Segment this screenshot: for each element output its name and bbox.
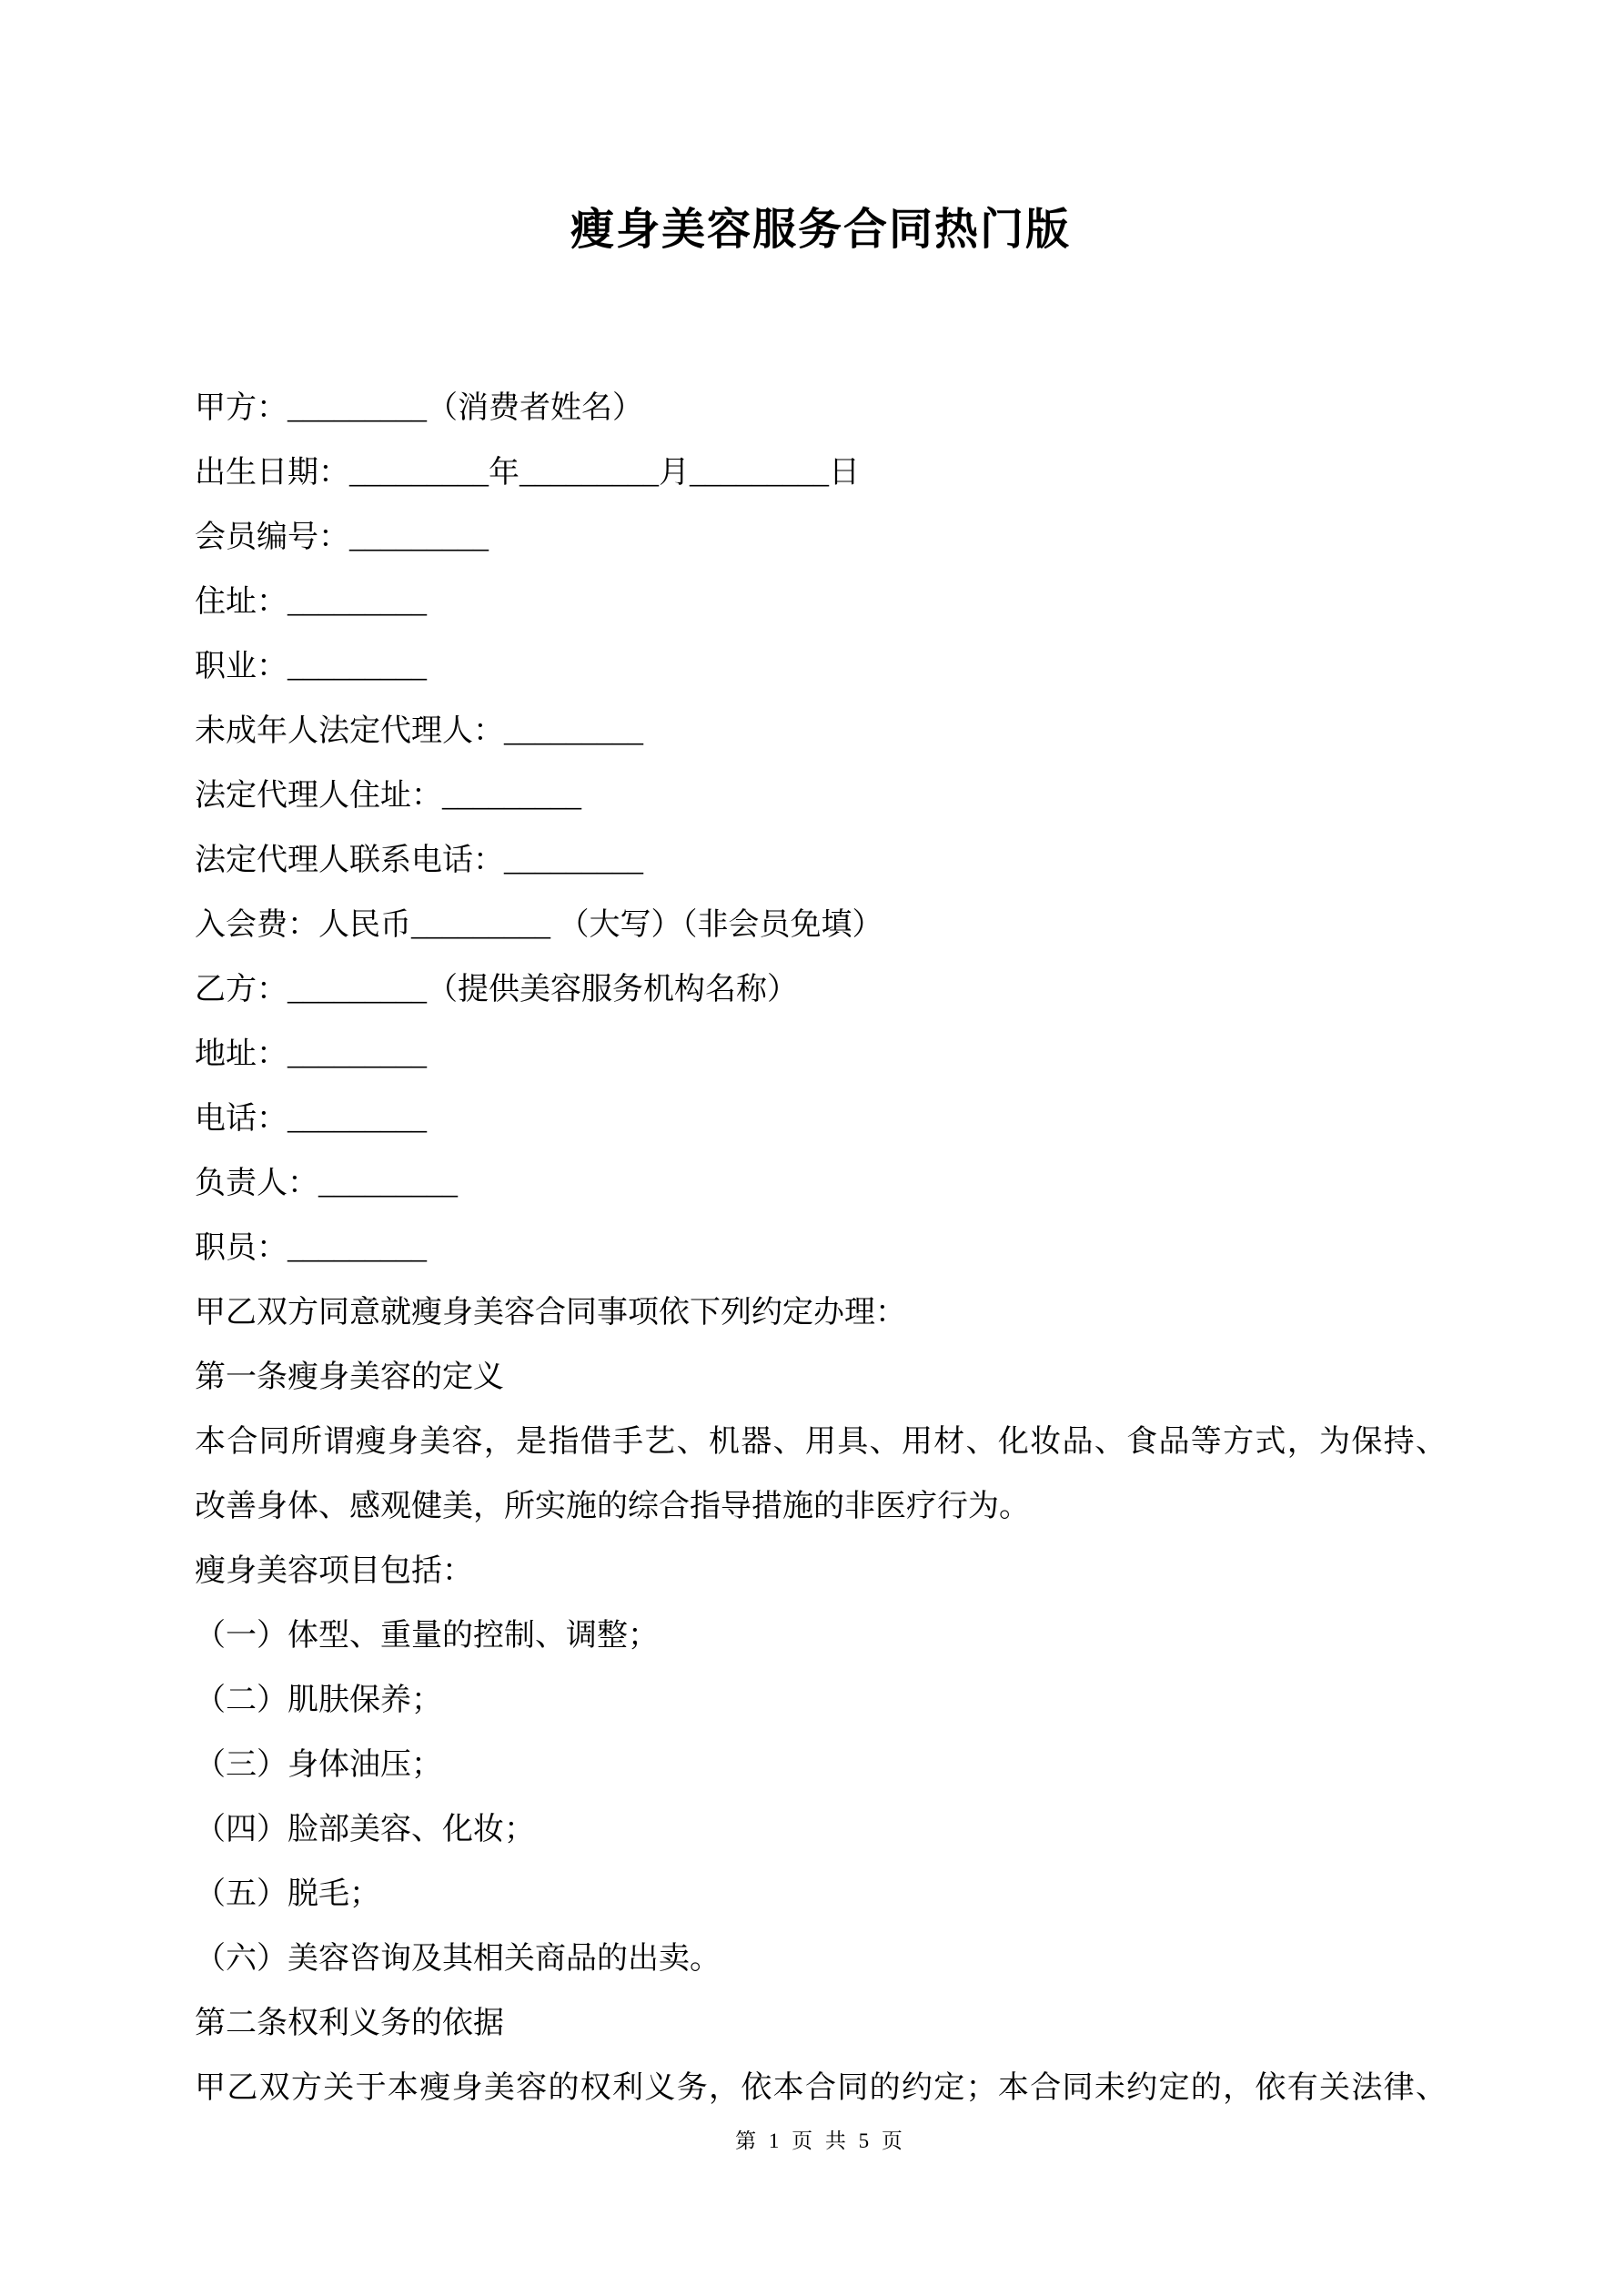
page-number: 第 1 页 共 5 页 [735, 2129, 906, 2152]
document-body [195, 376, 1447, 2120]
form-line-staff: 职员：_________ [195, 1231, 427, 1265]
form-line-person-in-charge: 负责人：_________ [195, 1167, 458, 1200]
list-item-3: （三）身体油压； [195, 1748, 442, 1782]
form-line-member-number: 会员编号：_________ [195, 521, 489, 554]
document-title: 瘦身美容服务合同热门版 [570, 206, 1071, 254]
form-line-agent-phone: 法定代理人联系电话：_________ [195, 844, 643, 877]
list-item-4: （四）脸部美容、化妆； [195, 1813, 535, 1846]
form-line-address: 住址：_________ [195, 585, 427, 619]
form-line-party-a: 甲方：_________（消费者姓名） [195, 391, 643, 425]
list-item-6: （六）美容咨询及其相关商品的出卖。 [195, 1942, 721, 1976]
list-item-1: （一）体型、重量的控制、调整； [195, 1619, 659, 1653]
form-line-party-b: 乙方：_________（提供美容服务机构名称） [195, 973, 798, 1006]
form-line-occupation: 职业：_________ [195, 650, 427, 683]
heading-article-1: 第一条瘦身美容的定义 [195, 1360, 504, 1394]
paragraph-agreement-intro: 甲乙双方同意就瘦身美容合同事项依下列约定办理： [195, 1296, 906, 1330]
form-line-birth-date: 出生日期：_________年_________月_________日 [195, 456, 860, 490]
paragraph-article-2-line-1: 甲乙双方关于本瘦身美容的权利义务，依本合同的约定；本合同未约定的，依有关法律、 [195, 2071, 1447, 2105]
form-line-party-b-address: 地址：_________ [195, 1037, 427, 1071]
list-item-5: （五）脱毛； [195, 1877, 380, 1911]
form-line-membership-fee: 入会费：人民币_________ （大写）（非会员免填） [195, 908, 883, 942]
form-line-minor-legal-agent: 未成年人法定代理人：_________ [195, 714, 643, 748]
list-item-2: （二）肌肤保养； [195, 1684, 442, 1717]
form-line-party-b-phone: 电话：_________ [195, 1102, 427, 1136]
heading-article-2: 第二条权利义务的依据 [195, 2007, 504, 2040]
form-line-agent-address: 法定代理人住址：_________ [195, 779, 581, 813]
paragraph-article-1-line-2: 改善身体、感观健美，所实施的综合指导措施的非医疗行为。 [195, 1490, 1030, 1523]
paragraph-project-list-intro: 瘦身美容项目包括： [195, 1554, 473, 1588]
paragraph-article-1-line-1: 本合同所谓瘦身美容，是指借手艺、机器、用具、用材、化妆品、食品等方式，为保持、 [195, 1425, 1447, 1459]
